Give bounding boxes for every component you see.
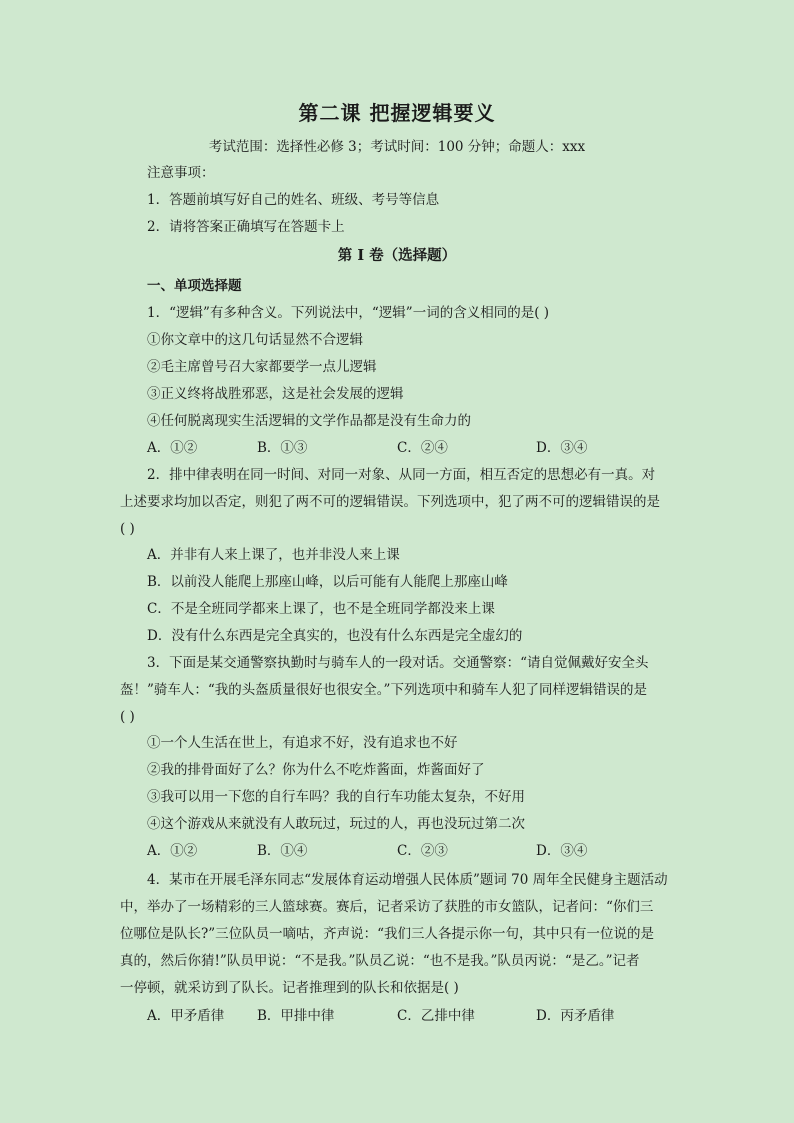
question-3-item: ①一个人生活在世上，有追求不好，没有追求也不好 bbox=[147, 735, 458, 751]
question-1-item: ④任何脱离现实生活逻辑的文学作品都是没有生命力的 bbox=[147, 413, 471, 429]
question-3-option-c[interactable]: C．②③ bbox=[397, 843, 448, 859]
section-title: 第 I 卷（选择题） bbox=[337, 247, 457, 264]
question-1-item: ①你文章中的这几句话显然不合逻辑 bbox=[147, 332, 363, 348]
question-2-stem: 2．排中律表明在同一时间、对同一对象、从同一方面，相互否定的思想必有一真。对 bbox=[147, 467, 656, 483]
question-4-stem: 位哪位是队长?”三位队员一嘀咕，齐声说：“我们三人各提示你一句，其中只有一位说的是 bbox=[120, 926, 655, 942]
question-3-stem: ( ) bbox=[120, 709, 135, 725]
question-2-stem: 上述要求均加以否定，则犯了两不可的逻辑错误。下列选项中，犯了两不可的逻辑错误的是 bbox=[120, 494, 660, 510]
question-1-stem: 1．“逻辑”有多种含义。下列说法中，“逻辑”一词的含义相同的是( ) bbox=[147, 305, 550, 321]
question-3-stem: 3．下面是某交通警察执勤时与骑车人的一段对话。交通警察：“请自觉佩戴好安全头 bbox=[147, 655, 649, 671]
question-2-stem: ( ) bbox=[120, 521, 135, 537]
question-1-item: ③正义终将战胜邪恶，这是社会发展的逻辑 bbox=[147, 386, 404, 402]
question-4-stem: 真的，然后你猜!”队员甲说：“不是我。”队员乙说：“也不是我。”队员丙说：“是乙。”记者 bbox=[120, 953, 640, 969]
question-4-option-b[interactable]: B．甲排中律 bbox=[257, 1008, 335, 1024]
question-4-option-c[interactable]: C．乙排中律 bbox=[397, 1008, 475, 1024]
question-1-option-d[interactable]: D．③④ bbox=[536, 440, 588, 456]
question-3-item: ③我可以用一下您的自行车吗？我的自行车功能太复杂，不好用 bbox=[147, 789, 525, 805]
question-4-stem: 4．某市在开展毛泽东同志“发展体育运动增强人民体质”题词 70 周年全民健身主题活动 bbox=[147, 872, 668, 888]
question-2-option-d[interactable]: D．没有什么东西是完全真实的，也没有什么东西是完全虚幻的 bbox=[147, 628, 523, 644]
question-3-option-b[interactable]: B．①④ bbox=[257, 843, 308, 859]
question-4-stem: 中，举办了一场精彩的三人篮球赛。赛后，记者采访了获胜的市女篮队，记者问：“你们三 bbox=[120, 899, 654, 915]
question-3-stem: 盔！”骑车人：“我的头盔质量很好也很安全。”下列选项中和骑车人犯了同样逻辑错误的是 bbox=[120, 682, 647, 698]
notice-item: 2．请将答案正确填写在答题卡上 bbox=[147, 219, 345, 235]
page-title: 第二课 把握逻辑要义 bbox=[298, 101, 496, 125]
question-4-option-a[interactable]: A．甲矛盾律 bbox=[147, 1008, 225, 1024]
question-3-option-a[interactable]: A．①② bbox=[147, 843, 198, 859]
question-1-option-a[interactable]: A．①② bbox=[147, 440, 198, 456]
question-1-option-c[interactable]: C．②④ bbox=[397, 440, 448, 456]
exam-meta: 考试范围：选择性必修 3；考试时间：100 分钟；命题人：xxx bbox=[208, 139, 586, 155]
question-2-option-c[interactable]: C．不是全班同学都来上课了，也不是全班同学都没来上课 bbox=[147, 601, 495, 617]
question-1-item: ②毛主席曾号召大家都要学一点儿逻辑 bbox=[147, 359, 377, 375]
question-1-option-b[interactable]: B．①③ bbox=[257, 440, 308, 456]
question-4-stem: 一停顿，就采访到了队长。记者推理到的队长和依据是( ) bbox=[120, 980, 459, 996]
part-title: 一、单项选择题 bbox=[147, 278, 242, 294]
question-3-option-d[interactable]: D．③④ bbox=[536, 843, 588, 859]
question-2-option-b[interactable]: B．以前没人能爬上那座山峰，以后可能有人能爬上那座山峰 bbox=[147, 574, 508, 590]
question-3-item: ②我的排骨面好了么？你为什么不吃炸酱面，炸酱面好了 bbox=[147, 762, 485, 778]
question-4-option-d[interactable]: D．丙矛盾律 bbox=[536, 1008, 615, 1024]
notice-heading: 注意事项： bbox=[147, 165, 215, 181]
question-3-item: ④这个游戏从来就没有人敢玩过，玩过的人，再也没玩过第二次 bbox=[147, 816, 525, 832]
notice-item: 1．答题前填写好自己的姓名、班级、考号等信息 bbox=[147, 192, 440, 208]
question-2-option-a[interactable]: A．并非有人来上课了，也并非没人来上课 bbox=[147, 547, 400, 563]
